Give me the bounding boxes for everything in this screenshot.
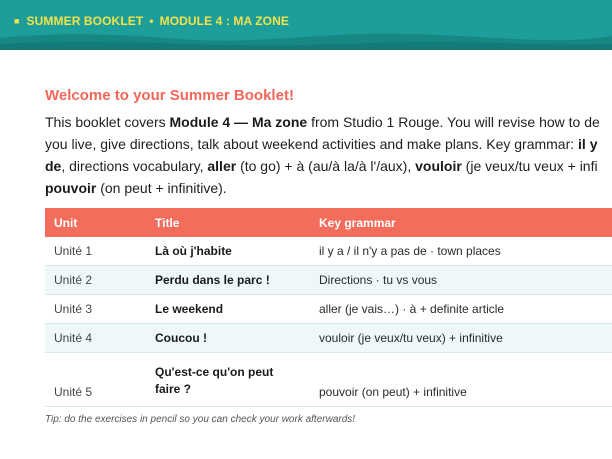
intro-bold: aller bbox=[207, 158, 237, 174]
cell-grammar: il y a / il n'y a pas de · town places bbox=[310, 237, 612, 266]
intro-text: from Studio 1 Rouge. You will revise how to de bbox=[307, 114, 600, 130]
intro-text: (on peut + infinitive). bbox=[96, 180, 227, 196]
header-wave-decoration bbox=[0, 30, 612, 50]
cell-title: Coucou ! bbox=[146, 324, 310, 353]
intro-bold: Module 4 — Ma zone bbox=[169, 114, 308, 130]
intro-line bbox=[45, 155, 612, 177]
tip-note: Tip: do the exercises in pencil so you can check your work afterwards! bbox=[45, 414, 356, 425]
intro-text: This booklet covers bbox=[45, 114, 170, 130]
cell-unit: Unité 3 bbox=[45, 295, 146, 324]
cell-grammar: aller (je vais…) · à + definite article bbox=[310, 295, 612, 324]
cell-grammar: Directions · tu vs vous bbox=[310, 266, 612, 295]
table-row bbox=[45, 353, 612, 407]
table-row bbox=[45, 295, 612, 324]
header-title bbox=[14, 14, 289, 28]
cell-title-line: Qu'est-ce qu'on peut bbox=[155, 365, 274, 379]
cell-title: Là où j'habite bbox=[146, 237, 310, 266]
cell-unit: Unité 4 bbox=[45, 324, 146, 353]
intro-bold: il y bbox=[578, 136, 598, 152]
intro-bold: de bbox=[45, 158, 62, 174]
table-header-row bbox=[45, 208, 612, 237]
cell-title-line: faire ? bbox=[155, 382, 192, 396]
cell-title: Le weekend bbox=[146, 295, 310, 324]
cell-unit: Unité 2 bbox=[45, 266, 146, 295]
intro-line bbox=[45, 177, 612, 199]
intro-paragraph bbox=[45, 111, 612, 199]
welcome-heading: Welcome to your Summer Booklet! bbox=[45, 87, 294, 104]
header-separator: • bbox=[149, 14, 154, 28]
intro-bold: pouvoir bbox=[45, 180, 97, 196]
intro-bold: vouloir bbox=[415, 158, 462, 174]
header-title-right: MODULE 4 : MA ZONE bbox=[159, 14, 289, 28]
intro-line bbox=[45, 111, 612, 133]
cell-unit: Unité 5 bbox=[45, 353, 146, 407]
cell-title: Perdu dans le parc ! bbox=[146, 266, 310, 295]
intro-text: , directions vocabulary, bbox=[61, 158, 208, 174]
intro-line bbox=[45, 133, 612, 155]
intro-text: (to go) + à (au/à la/à l'/aux), bbox=[236, 158, 416, 174]
cell-unit: Unité 1 bbox=[45, 237, 146, 266]
cell-grammar: pouvoir (on peut) + infinitive bbox=[310, 353, 612, 407]
column-header-key-grammar: Key grammar bbox=[310, 208, 612, 237]
table-row bbox=[45, 266, 612, 295]
square-icon: ■ bbox=[14, 16, 20, 26]
header-band bbox=[0, 0, 612, 50]
table-row bbox=[45, 237, 612, 266]
column-header-title: Title bbox=[146, 208, 310, 237]
intro-text: (je veux/tu veux + infi bbox=[461, 158, 598, 174]
header-title-left: SUMMER BOOKLET bbox=[26, 14, 144, 28]
column-header-unit: Unit bbox=[45, 208, 146, 237]
intro-text: you live, give directions, talk about weekend activities and make plans. Key grammar: bbox=[45, 136, 579, 152]
table-row bbox=[45, 324, 612, 353]
cell-title bbox=[146, 353, 310, 407]
units-table bbox=[45, 208, 612, 407]
cell-grammar: vouloir (je veux/tu veux) + infinitive bbox=[310, 324, 612, 353]
